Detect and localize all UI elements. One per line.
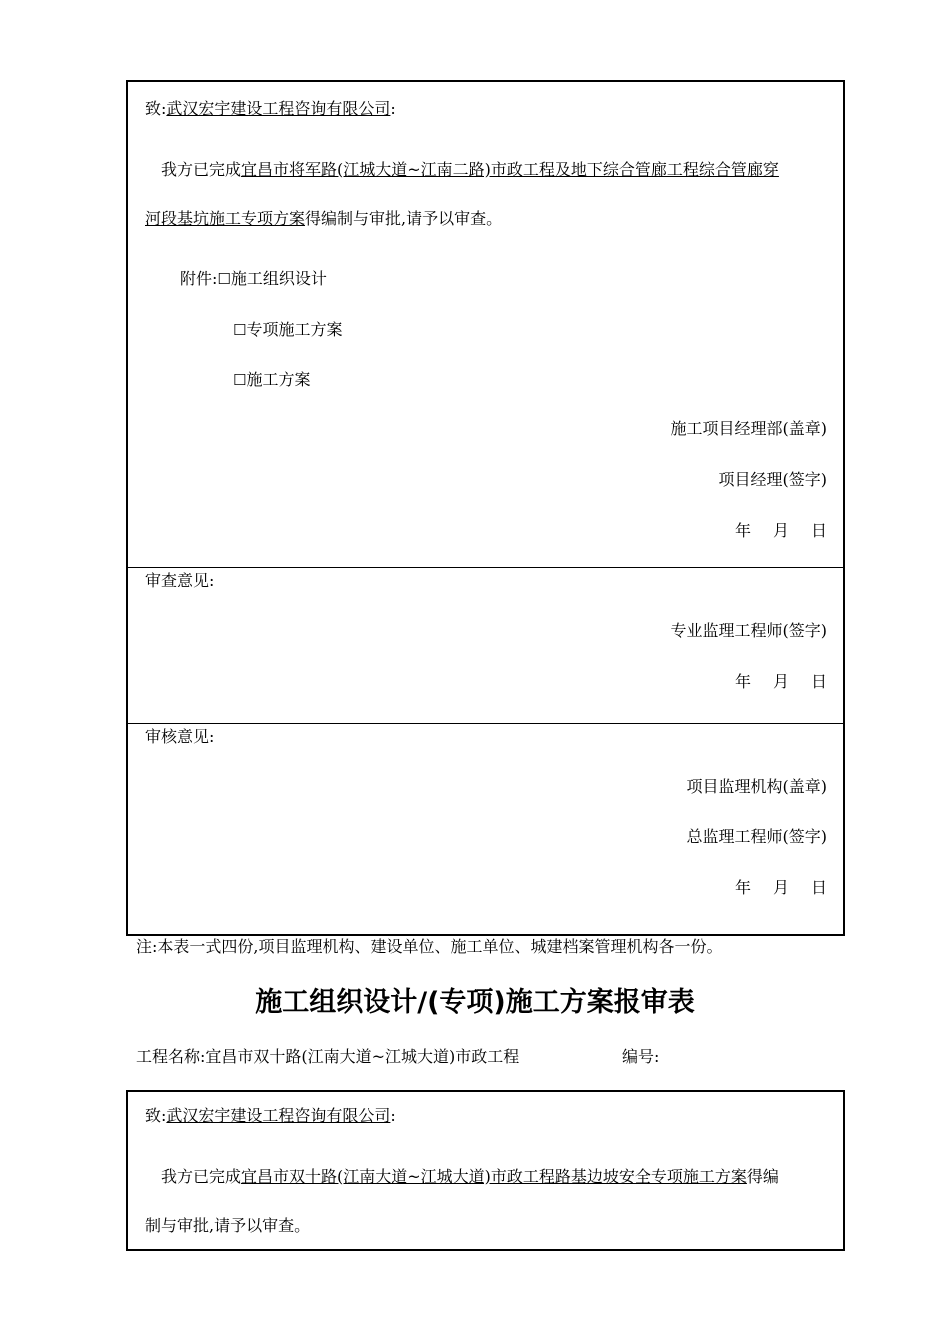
addressee-company: 武汉宏宇建设工程咨询有限公司	[166, 99, 391, 118]
number-label: 编号:	[622, 1047, 660, 1066]
project-name-label: 工程名称:	[136, 1047, 206, 1066]
audit-label: 审核意见:	[145, 727, 215, 746]
form2-table	[126, 1090, 845, 1251]
manager-sign-label: 项目经理(签字)	[718, 470, 827, 489]
attachment-row-2	[233, 320, 342, 340]
date-year: 年	[734, 672, 751, 691]
intro-prefix: 我方已完成	[161, 1167, 242, 1186]
attachment-construction-plan: 施工方案	[246, 370, 311, 389]
date-year: 年	[734, 878, 751, 897]
addressee-company: 武汉宏宇建设工程咨询有限公司	[166, 1106, 391, 1125]
form1-table	[126, 80, 845, 936]
form-title: 施工组织设计/(专项)施工方案报审表	[255, 987, 695, 1018]
checkbox-icon[interactable]: ☐	[217, 270, 231, 288]
addressee-label: 致:	[145, 1106, 167, 1125]
addressee-line	[145, 1106, 396, 1126]
intro-line-1	[161, 160, 779, 180]
submission-section	[128, 82, 843, 568]
project-title: 宜昌市双十路(江南大道~江城大道)市政工程路基边坡安全专项施工方案	[241, 1167, 747, 1186]
date-line	[735, 521, 827, 541]
submission-section	[128, 1092, 843, 1249]
attachment-label: 附件:	[180, 269, 218, 288]
dept-seal-label: 施工项目经理部(盖章)	[670, 419, 827, 438]
addressee-line	[145, 99, 396, 119]
chief-sign-label: 总监理工程师(签字)	[686, 827, 827, 846]
attachment-row-3	[233, 370, 310, 390]
date-line	[735, 878, 827, 898]
addressee-label: 致:	[145, 99, 167, 118]
date-month: 月	[772, 672, 789, 691]
footnote: 注:本表一式四份,项目监理机构、建设单位、施工单位、城建档案管理机构各一份。	[136, 937, 723, 956]
date-month: 月	[772, 878, 789, 897]
date-line	[735, 672, 827, 692]
attachment-org-design: 施工组织设计	[230, 269, 327, 288]
review-section	[128, 568, 843, 724]
intro-suffix-part1: 得编	[746, 1167, 779, 1186]
engineer-sign-label: 专业监理工程师(签字)	[670, 621, 827, 640]
addressee-colon: :	[390, 99, 396, 118]
intro-line-2	[145, 209, 502, 229]
project-name-line	[136, 1047, 519, 1067]
project-title-part1: 宜昌市将军路(江城大道~江南二路)市政工程及地下综合管廊工程综合管廊穿	[241, 160, 779, 179]
project-name-value: 宜昌市双十路(江南大道~江城大道)市政工程	[205, 1047, 520, 1066]
date-day: 日	[810, 672, 827, 691]
intro-line-2: 制与审批,请予以审查。	[145, 1216, 311, 1235]
audit-section	[128, 724, 843, 934]
intro-prefix: 我方已完成	[161, 160, 242, 179]
date-day: 日	[810, 878, 827, 897]
date-year: 年	[734, 521, 751, 540]
attachment-row-1	[180, 269, 327, 289]
intro-line-1	[161, 1167, 779, 1187]
date-day: 日	[810, 521, 827, 540]
intro-suffix: 得编制与审批,请予以审查。	[305, 209, 503, 228]
checkbox-icon[interactable]: ☐	[233, 321, 247, 339]
addressee-colon: :	[390, 1106, 396, 1125]
project-title-part2: 河段基坑施工专项方案	[145, 209, 306, 228]
attachment-special-plan: 专项施工方案	[246, 320, 343, 339]
date-month: 月	[772, 521, 789, 540]
agency-seal-label: 项目监理机构(盖章)	[686, 777, 827, 796]
review-label: 审查意见:	[145, 571, 215, 590]
checkbox-icon[interactable]: ☐	[233, 371, 247, 389]
